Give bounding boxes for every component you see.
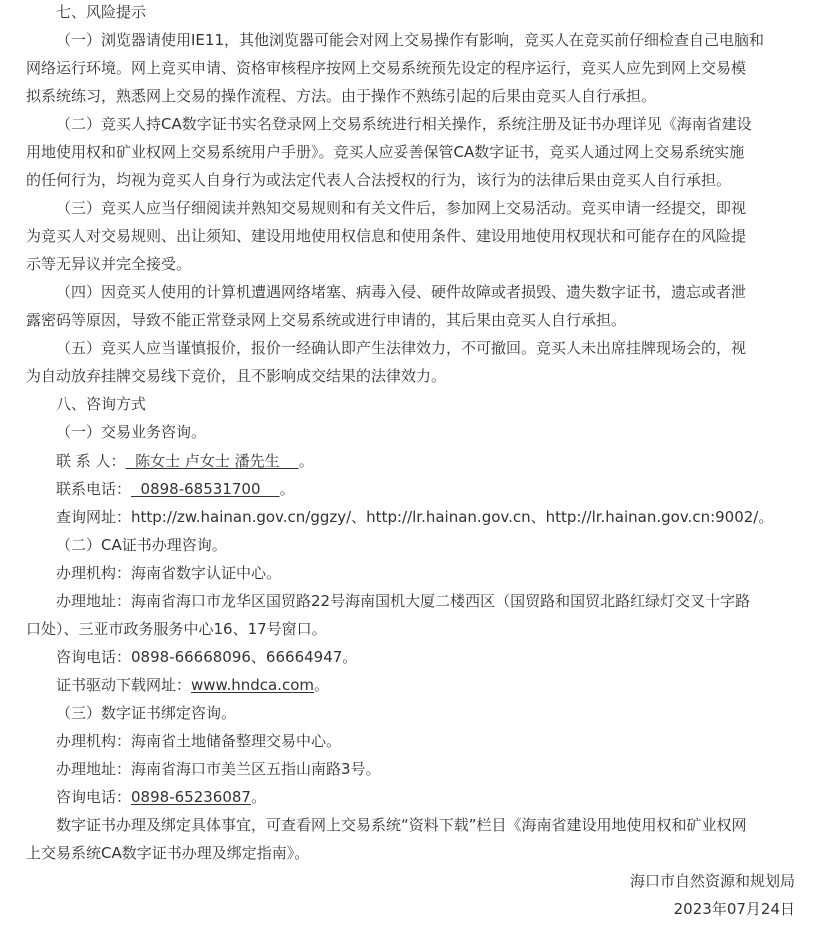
driver-download-end: 。 — [314, 676, 330, 694]
closing-line-2: 上交易系统CA数字证书办理及绑定指南》。 — [26, 844, 310, 862]
bind-phone-label: 咨询电话： — [56, 788, 132, 806]
driver-download-line — [56, 675, 329, 695]
risk-1-line-1: （一）浏览器请使用IE11，其他浏览器可能会对网上交易操作有影响，竞买人在竞买前仔细检查自己电脑和 — [56, 31, 764, 49]
contact-phone-line — [56, 479, 295, 499]
query-url-line — [56, 507, 773, 527]
consult-1-title: （一）交易业务咨询。 — [56, 423, 207, 441]
risk-4-line-2: 露密码等原因，导致不能正常登录网上交易系统或进行申请的，其后果由竞买人自行承担。 — [26, 311, 627, 329]
signature-date: 2023年07月24日 — [673, 900, 795, 918]
risk-4-line-1: （四）因竞买人使用的计算机遭遇网络堵塞、病毒入侵、硬件故障或者损毁、遗失数字证书，遗忘或者泄 — [56, 283, 747, 301]
contact-phone-value: 0898-68531700 — [131, 480, 280, 498]
ca-phone-line: 咨询电话：0898-66668096、66664947。 — [56, 648, 358, 666]
risk-2-line-2: 用地使用权和矿业权网上交易系统用户手册》。竞买人应妥善保管CA数字证书，竞买人通过网上交易系统实施 — [26, 143, 745, 161]
driver-download-link[interactable]: www.hndca.com — [191, 676, 314, 694]
driver-download-label: 证书驱动下载网址： — [56, 676, 192, 694]
contact-person-value: 陈女士 卢女士 潘先生 — [125, 452, 299, 470]
query-url-value: http://zw.hainan.gov.cn/ggzy/、http://lr.hainan.gov.cn、http://lr.hainan.gov.cn:9002/。 — [131, 508, 774, 526]
contact-person-line — [56, 451, 314, 471]
risk-1-line-2: 网络运行环境。网上竞买申请、资格审核程序按网上交易系统预先设定的程序运行，竞买人应先到网上交易模 — [26, 59, 747, 77]
ca-address-line-1: 办理地址：海南省海口市龙华区国贸路22号海南国机大厦二楼西区（国贸路和国贸北路红绿灯交叉十字路 — [56, 592, 751, 610]
bind-phone-value: 0898-65236087 — [131, 788, 251, 806]
consult-2-title: （二）CA证书办理咨询。 — [56, 536, 227, 554]
section-8-heading: 八、咨询方式 — [56, 395, 147, 413]
risk-2-line-3: 的任何行为，均视为竞买人自身行为或法定代表人合法授权的行为，该行为的法律后果由竞买人自行承担。 — [26, 171, 732, 189]
consult-3-title: （三）数字证书绑定咨询。 — [56, 704, 237, 722]
section-7-heading: 七、风险提示 — [56, 3, 147, 21]
risk-3-line-2: 为竞买人对交易规则、出让须知、建设用地使用权信息和使用条件、建设用地使用权现状和可能存在的风险提 — [26, 227, 747, 245]
bind-org-line: 办理机构：海南省土地储备整理交易中心。 — [56, 732, 342, 750]
risk-3-line-1: （三）竞买人应当仔细阅读并熟知交易规则和有关文件后，参加网上交易活动。竞买申请一经提交，即视 — [56, 199, 747, 217]
contact-person-end: 。 — [298, 452, 314, 470]
risk-3-line-3: 示等无异议并完全接受。 — [26, 255, 192, 273]
bind-phone-line — [56, 787, 266, 807]
risk-1-line-3: 拟系统练习，熟悉网上交易的操作流程、方法。由于操作不熟练引起的后果由竞买人自行承担。 — [26, 87, 657, 105]
ca-org-line: 办理机构：海南省数字认证中心。 — [56, 564, 282, 582]
signature-org: 海口市自然资源和规划局 — [629, 872, 795, 890]
risk-5-line-2: 为自动放弃挂牌交易线下竞价，且不影响成交结果的法律效力。 — [26, 367, 447, 385]
contact-phone-end: 。 — [279, 480, 295, 498]
closing-line-1: 数字证书办理及绑定具体事宜，可查看网上交易系统“资料下载”栏目《海南省建设用地使用权和矿业权网 — [56, 816, 747, 834]
risk-2-line-1: （二）竞买人持CA数字证书实名登录网上交易系统进行相关操作，系统注册及证书办理详见《海南省建设 — [56, 115, 752, 133]
bind-address-line: 办理地址：海南省海口市美兰区五指山南路3号。 — [56, 760, 381, 778]
contact-person-label: 联 系 人： — [56, 452, 126, 470]
risk-5-line-1: （五）竞买人应当谨慎报价，报价一经确认即产生法律效力，不可撤回。竞买人未出席挂牌现场会的，视 — [56, 339, 747, 357]
bind-phone-end: 。 — [250, 788, 266, 806]
ca-address-line-2: 口处）、三亚市政务服务中心16、17号窗口。 — [26, 620, 327, 638]
query-url-label: 查询网址： — [56, 508, 132, 526]
contact-phone-label: 联系电话： — [56, 480, 132, 498]
